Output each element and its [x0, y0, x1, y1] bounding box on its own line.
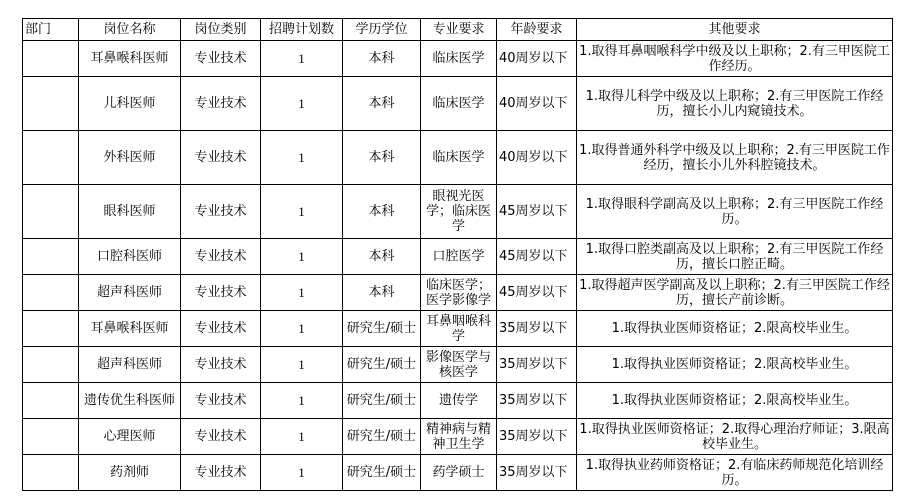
education-cell: 本科 [343, 131, 421, 185]
other-cell: 1.取得眼科学副高及以上职称；2.有三甲医院工作经历。 [577, 185, 893, 239]
dept-cell [23, 311, 79, 347]
major-cell: 精神病与精神卫生学 [421, 419, 497, 455]
header-age: 年龄要求 [497, 19, 577, 41]
count-cell: 1 [261, 311, 343, 347]
other-cell: 1.取得超声医学副高及以上职称；2.有三甲医院工作经历，擅长产前诊断。 [577, 275, 893, 311]
major-cell: 遗传学 [421, 383, 497, 419]
major-cell: 临床医学 [421, 41, 497, 77]
major-cell: 眼视光医学；临床医学 [421, 185, 497, 239]
header-department: 部门 [23, 19, 79, 41]
category-cell: 专业技术 [181, 275, 261, 311]
age-cell: 45周岁以下 [497, 185, 577, 239]
education-cell: 研究生/硕士 [343, 347, 421, 383]
header-count: 招聘计划数 [261, 19, 343, 41]
count-cell: 1 [261, 275, 343, 311]
category-cell: 专业技术 [181, 131, 261, 185]
position-cell: 口腔科医师 [79, 239, 181, 275]
count-cell: 1 [261, 455, 343, 491]
major-cell: 影像医学与核医学 [421, 347, 497, 383]
category-cell: 专业技术 [181, 311, 261, 347]
other-cell: 1.取得执业药师资格证；2.有临床药师规范化培训经历。 [577, 455, 893, 491]
position-cell: 外科医师 [79, 131, 181, 185]
dept-cell [23, 239, 79, 275]
position-cell: 超声科医师 [79, 275, 181, 311]
dept-cell [23, 347, 79, 383]
table-row [23, 347, 893, 383]
count-cell: 1 [261, 77, 343, 131]
category-cell: 专业技术 [181, 77, 261, 131]
position-cell: 眼科医师 [79, 185, 181, 239]
position-cell: 儿科医师 [79, 77, 181, 131]
position-cell: 药剂师 [79, 455, 181, 491]
education-cell: 研究生/硕士 [343, 419, 421, 455]
education-cell: 本科 [343, 185, 421, 239]
other-cell: 1.取得口腔类副高及以上职称；2.有三甲医院工作经历，擅长口腔正畸。 [577, 239, 893, 275]
age-cell: 35周岁以下 [497, 383, 577, 419]
age-cell: 35周岁以下 [497, 455, 577, 491]
position-cell: 心理医师 [79, 419, 181, 455]
education-cell: 研究生/硕士 [343, 383, 421, 419]
other-cell: 1.取得耳鼻咽喉科学中级及以上职称；2.有三甲医院工作经历。 [577, 41, 893, 77]
education-cell: 研究生/硕士 [343, 455, 421, 491]
count-cell: 1 [261, 419, 343, 455]
table-row [23, 239, 893, 275]
other-cell: 1.取得执业医师资格证；2.限高校毕业生。 [577, 347, 893, 383]
age-cell: 40周岁以下 [497, 77, 577, 131]
major-cell: 临床医学；医学影像学 [421, 275, 497, 311]
count-cell: 1 [261, 383, 343, 419]
education-cell: 本科 [343, 275, 421, 311]
dept-cell [23, 41, 79, 77]
category-cell: 专业技术 [181, 239, 261, 275]
dept-cell [23, 77, 79, 131]
dept-cell [23, 185, 79, 239]
age-cell: 45周岁以下 [497, 239, 577, 275]
education-cell: 研究生/硕士 [343, 311, 421, 347]
header-position: 岗位名称 [79, 19, 181, 41]
header-other: 其他要求 [577, 19, 893, 41]
table-row [23, 185, 893, 239]
position-cell: 超声科医师 [79, 347, 181, 383]
major-cell: 临床医学 [421, 77, 497, 131]
other-cell: 1.取得执业医师资格证；2.限高校毕业生。 [577, 311, 893, 347]
count-cell: 1 [261, 41, 343, 77]
age-cell: 45周岁以下 [497, 275, 577, 311]
table-row [23, 275, 893, 311]
count-cell: 1 [261, 239, 343, 275]
dept-cell [23, 131, 79, 185]
dept-cell [23, 419, 79, 455]
header-education: 学历学位 [343, 19, 421, 41]
position-cell: 耳鼻喉科医师 [79, 311, 181, 347]
other-cell: 1.取得执业医师资格证；2.限高校毕业生。 [577, 383, 893, 419]
count-cell: 1 [261, 131, 343, 185]
major-cell: 耳鼻咽喉科学 [421, 311, 497, 347]
header-row [23, 19, 893, 41]
header-major: 专业要求 [421, 19, 497, 41]
education-cell: 本科 [343, 77, 421, 131]
age-cell: 35周岁以下 [497, 311, 577, 347]
major-cell: 临床医学 [421, 131, 497, 185]
major-cell: 口腔医学 [421, 239, 497, 275]
education-cell: 本科 [343, 41, 421, 77]
category-cell: 专业技术 [181, 185, 261, 239]
position-cell: 耳鼻喉科医师 [79, 41, 181, 77]
other-cell: 1.取得儿科学中级及以上职称；2.有三甲医院工作经历，擅长小儿内窥镜技术。 [577, 77, 893, 131]
category-cell: 专业技术 [181, 41, 261, 77]
category-cell: 专业技术 [181, 455, 261, 491]
dept-cell [23, 455, 79, 491]
dept-cell [23, 383, 79, 419]
table-row [23, 419, 893, 455]
table-row [23, 311, 893, 347]
count-cell: 1 [261, 185, 343, 239]
category-cell: 专业技术 [181, 419, 261, 455]
recruitment-table [22, 18, 893, 491]
education-cell: 本科 [343, 239, 421, 275]
position-cell: 遗传优生科医师 [79, 383, 181, 419]
table-row [23, 41, 893, 77]
table-row [23, 383, 893, 419]
major-cell: 药学硕士 [421, 455, 497, 491]
header-category: 岗位类别 [181, 19, 261, 41]
dept-cell [23, 275, 79, 311]
category-cell: 专业技术 [181, 347, 261, 383]
age-cell: 35周岁以下 [497, 347, 577, 383]
table-row [23, 77, 893, 131]
age-cell: 40周岁以下 [497, 131, 577, 185]
category-cell: 专业技术 [181, 383, 261, 419]
table-row [23, 455, 893, 491]
other-cell: 1.取得执业医师资格证；2.取得心理治疗师证；3.限高校毕业生。 [577, 419, 893, 455]
age-cell: 35周岁以下 [497, 419, 577, 455]
age-cell: 40周岁以下 [497, 41, 577, 77]
table-row [23, 131, 893, 185]
other-cell: 1.取得普通外科学中级及以上职称；2.有三甲医院工作经历，擅长小儿外科腔镜技术。 [577, 131, 893, 185]
count-cell: 1 [261, 347, 343, 383]
